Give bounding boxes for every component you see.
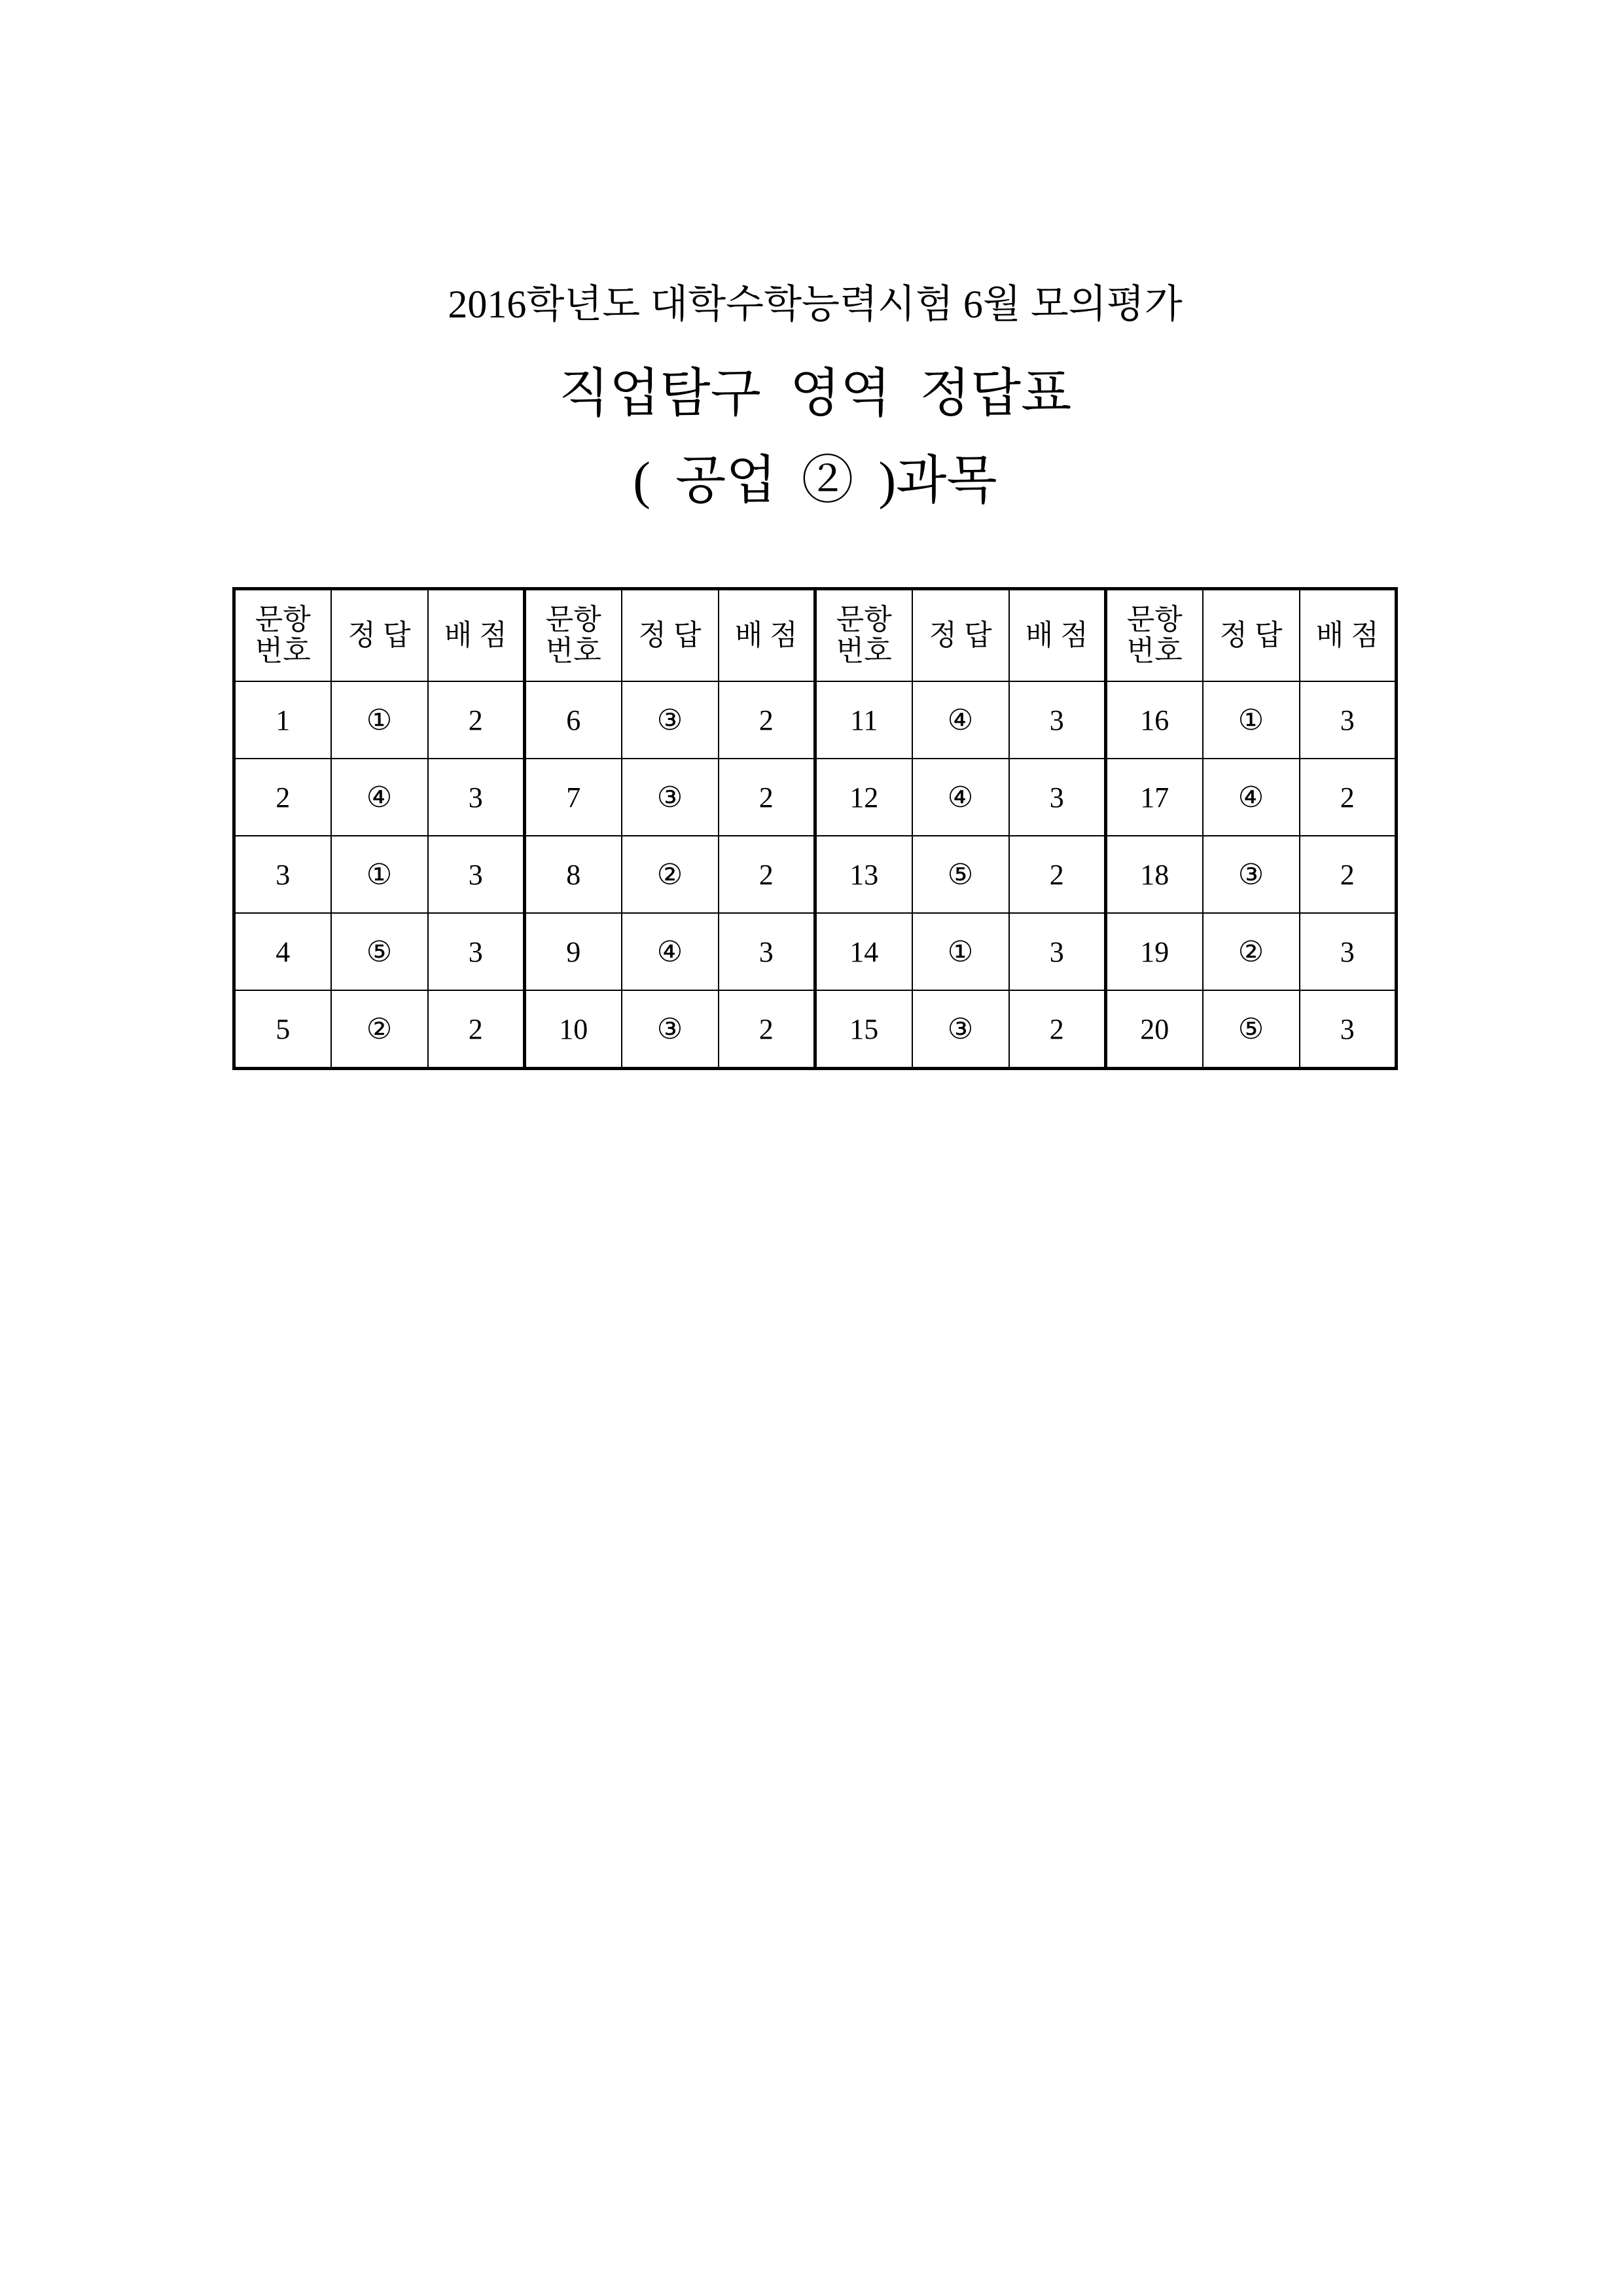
correct-answer: ⑤ <box>331 913 428 990</box>
header-question-number <box>815 589 912 682</box>
header-number-line2: 번호 <box>545 635 601 667</box>
points: 2 <box>719 681 815 759</box>
correct-answer: ③ <box>622 990 719 1069</box>
question-number: 19 <box>1106 913 1203 990</box>
question-number: 15 <box>815 990 912 1069</box>
question-number: 20 <box>1106 990 1203 1069</box>
exam-title: 2016학년도 대학수학능력시험 6월 모의평가 <box>448 283 1183 326</box>
points: 2 <box>428 681 525 759</box>
header-question-number <box>1106 589 1203 682</box>
header-points: 배 점 <box>428 589 525 682</box>
points: 3 <box>719 913 815 990</box>
table-row <box>234 913 1397 990</box>
question-number: 10 <box>525 990 622 1069</box>
header-question-number <box>234 589 331 682</box>
points: 2 <box>719 990 815 1069</box>
question-number: 8 <box>525 836 622 913</box>
table-header-row <box>234 589 1397 682</box>
table-row <box>234 681 1397 759</box>
table-row <box>234 759 1397 836</box>
header-answer: 정 답 <box>622 589 719 682</box>
points: 3 <box>1300 913 1397 990</box>
question-number: 16 <box>1106 681 1203 759</box>
header-answer: 정 답 <box>912 589 1009 682</box>
table-row <box>234 990 1397 1069</box>
points: 2 <box>1009 836 1106 913</box>
correct-answer: ④ <box>622 913 719 990</box>
points: 3 <box>1009 759 1106 836</box>
question-number: 1 <box>234 681 331 759</box>
points: 3 <box>1009 913 1106 990</box>
correct-answer: ④ <box>331 759 428 836</box>
header-number-line1: 문항 <box>1126 603 1183 636</box>
question-number: 5 <box>234 990 331 1069</box>
points: 2 <box>428 990 525 1069</box>
correct-answer: ① <box>912 913 1009 990</box>
correct-answer: ④ <box>1203 759 1300 836</box>
question-number: 6 <box>525 681 622 759</box>
correct-answer: ④ <box>912 759 1009 836</box>
correct-answer: ② <box>1203 913 1300 990</box>
question-number: 9 <box>525 913 622 990</box>
question-number: 4 <box>234 913 331 990</box>
answer-key-title: 직업탐구 영역 정답표 <box>558 365 1072 423</box>
correct-answer: ⑤ <box>912 836 1009 913</box>
points: 2 <box>1300 759 1397 836</box>
header-answer: 정 답 <box>1203 589 1300 682</box>
header-points: 배 점 <box>1009 589 1106 682</box>
points: 3 <box>1300 990 1397 1069</box>
points: 3 <box>428 836 525 913</box>
question-number: 3 <box>234 836 331 913</box>
table-row <box>234 836 1397 913</box>
header-number-line2: 번호 <box>836 635 892 667</box>
points: 2 <box>719 759 815 836</box>
points: 3 <box>428 759 525 836</box>
correct-answer: ③ <box>912 990 1009 1069</box>
question-number: 11 <box>815 681 912 759</box>
points: 3 <box>1300 681 1397 759</box>
header-points: 배 점 <box>1300 589 1397 682</box>
points: 3 <box>428 913 525 990</box>
question-number: 14 <box>815 913 912 990</box>
correct-answer: ③ <box>1203 836 1300 913</box>
correct-answer: ② <box>331 990 428 1069</box>
correct-answer: ③ <box>622 759 719 836</box>
question-number: 17 <box>1106 759 1203 836</box>
question-number: 13 <box>815 836 912 913</box>
points: 3 <box>1009 681 1106 759</box>
header-number-line1: 문항 <box>255 603 311 636</box>
question-number: 12 <box>815 759 912 836</box>
correct-answer: ① <box>1203 681 1300 759</box>
correct-answer: ② <box>622 836 719 913</box>
correct-answer: ① <box>331 681 428 759</box>
points: 2 <box>719 836 815 913</box>
header-number-line2: 번호 <box>255 635 311 667</box>
question-number: 7 <box>525 759 622 836</box>
points: 2 <box>1009 990 1106 1069</box>
answer-key-table <box>232 587 1398 1070</box>
question-number: 2 <box>234 759 331 836</box>
points: 2 <box>1300 836 1397 913</box>
correct-answer: ③ <box>622 681 719 759</box>
header-points: 배 점 <box>719 589 815 682</box>
header-number-line2: 번호 <box>1126 635 1183 667</box>
header-answer: 정 답 <box>331 589 428 682</box>
correct-answer: ① <box>331 836 428 913</box>
correct-answer: ④ <box>912 681 1009 759</box>
subject-title: ( 공업 ② )과목 <box>633 452 997 510</box>
question-number: 18 <box>1106 836 1203 913</box>
header-number-line1: 문항 <box>545 603 601 636</box>
correct-answer: ⑤ <box>1203 990 1300 1069</box>
header-number-line1: 문항 <box>836 603 892 636</box>
header-question-number <box>525 589 622 682</box>
